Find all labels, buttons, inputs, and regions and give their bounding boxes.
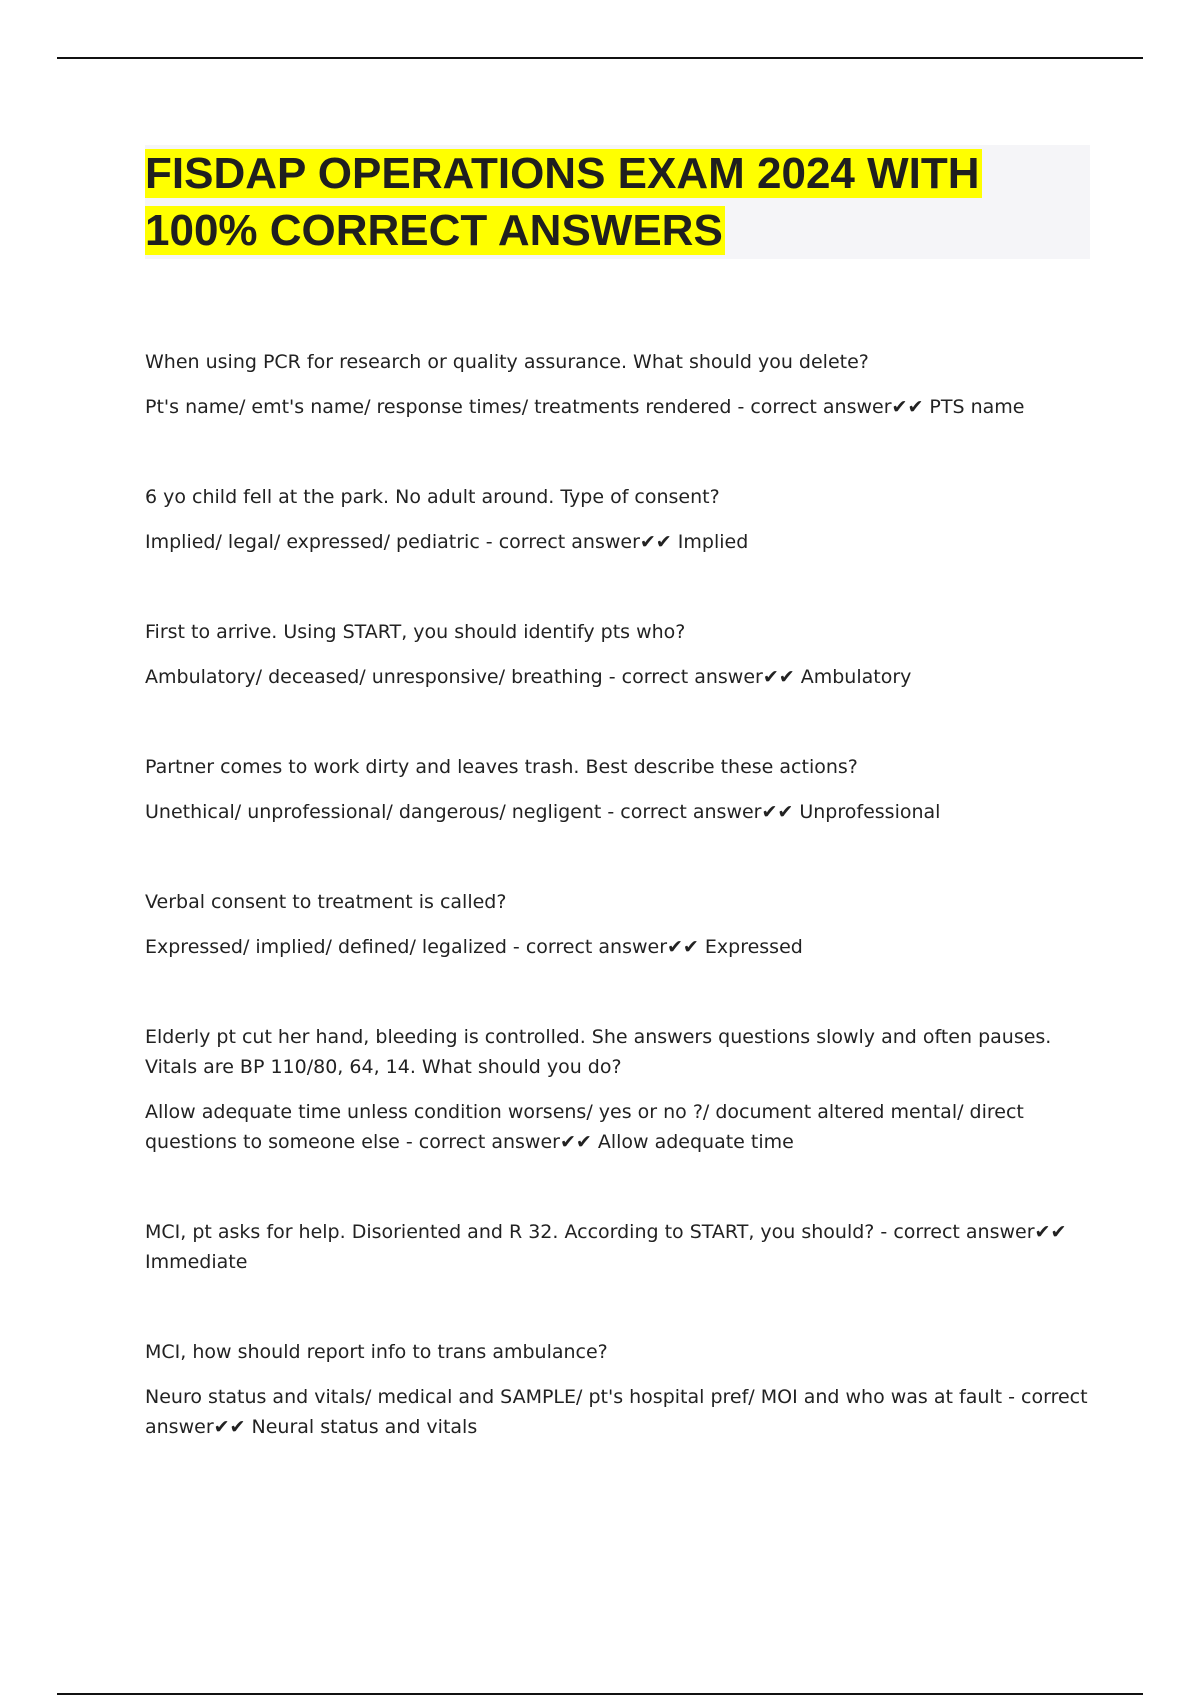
- qa-item: [145, 347, 1090, 422]
- answer-text: Unethical/ unprofessional/ dangerous/ negligent - correct answer✔✔ Unprofessional: [145, 801, 941, 823]
- qa-item: [145, 617, 1090, 692]
- answer-text: Pt's name/ emt's name/ response times/ treatments rendered - correct answer✔✔ PTS name: [145, 396, 1025, 418]
- top-rule: [57, 57, 1143, 59]
- question-text: When using PCR for research or quality assurance. What should you delete?: [145, 351, 869, 373]
- page-title: [145, 145, 1090, 259]
- bottom-rule: [57, 1693, 1143, 1695]
- question-text: Verbal consent to treatment is called?: [145, 891, 507, 913]
- title-block: [145, 145, 1090, 259]
- answer-text: Neuro status and vitals/ medical and SAMPLE/ pt's hospital pref/ MOI and who was at fault - correct answer✔✔ Neural status and vitals: [145, 1386, 1088, 1438]
- document-body: [145, 145, 1090, 1502]
- answer-text: Allow adequate time unless condition worsens/ yes or no ?/ document altered mental/ direct questions to someone else - correct answer✔✔ Allow adequate time: [145, 1101, 1024, 1153]
- title-line-2: 100% CORRECT ANSWERS: [145, 206, 723, 255]
- question-text: MCI, pt asks for help. Disoriented and R 32. According to START, you should? - correct answer✔✔ Immediate: [145, 1221, 1067, 1273]
- qa-item: [145, 752, 1090, 827]
- answer-text: Expressed/ implied/ defined/ legalized - correct answer✔✔ Expressed: [145, 936, 803, 958]
- qa-item: [145, 482, 1090, 557]
- question-text: Elderly pt cut her hand, bleeding is controlled. She answers questions slowly and often pauses. Vitals are BP 110/80, 64, 14. What should you do?: [145, 1026, 1052, 1078]
- question-text: MCI, how should report info to trans ambulance?: [145, 1341, 608, 1363]
- qa-item: [145, 887, 1090, 962]
- qa-item: [145, 1022, 1090, 1157]
- question-text: 6 yo child fell at the park. No adult around. Type of consent?: [145, 486, 720, 508]
- question-text: Partner comes to work dirty and leaves trash. Best describe these actions?: [145, 756, 858, 778]
- answer-text: Ambulatory/ deceased/ unresponsive/ breathing - correct answer✔✔ Ambulatory: [145, 666, 912, 688]
- qa-list: [145, 347, 1090, 1442]
- answer-text: Implied/ legal/ expressed/ pediatric - correct answer✔✔ Implied: [145, 531, 749, 553]
- qa-item: [145, 1217, 1090, 1277]
- qa-item: [145, 1337, 1090, 1442]
- title-line-1: FISDAP OPERATIONS EXAM 2024 WITH: [145, 149, 980, 198]
- question-text: First to arrive. Using START, you should identify pts who?: [145, 621, 686, 643]
